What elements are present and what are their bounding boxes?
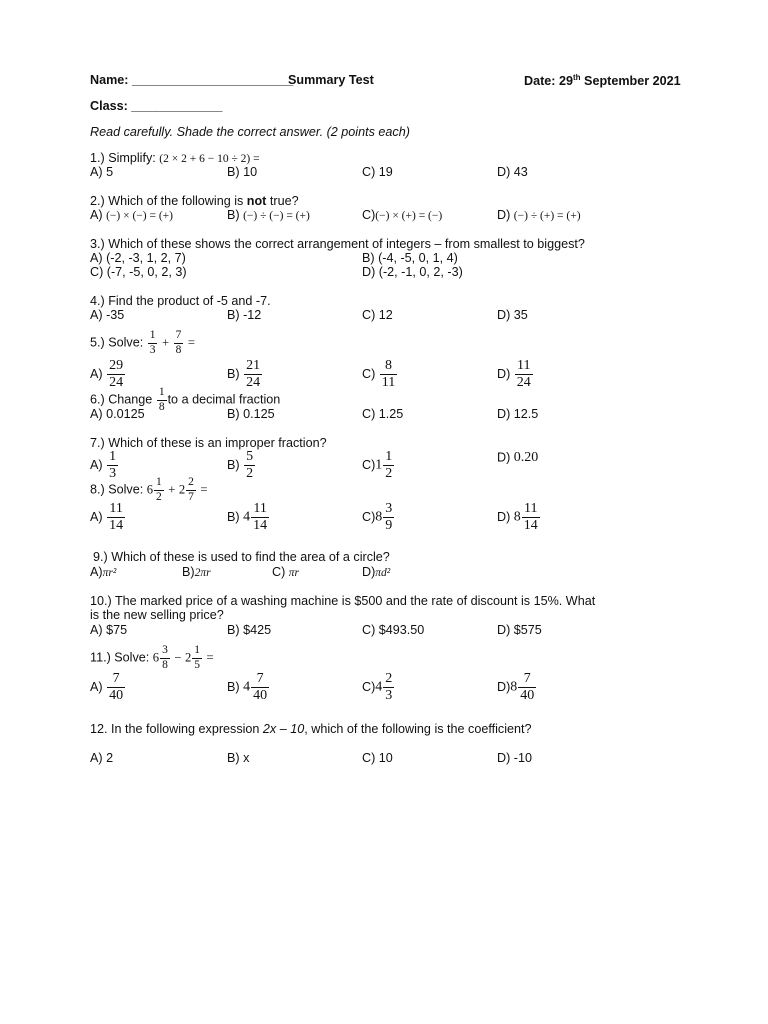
q9-option-d[interactable]: D)πd²	[362, 565, 391, 579]
question-11-stem: 11.) Solve: 6 $\frac{3}{8}$ − 2 $\frac{1}{5}$ =	[90, 644, 214, 671]
q10-option-b[interactable]: B) $425	[227, 623, 272, 637]
q1-option-a[interactable]: A) 5	[90, 165, 114, 179]
q9-option-a[interactable]: A)πr²	[90, 565, 117, 579]
question-3-stem: 3.) Which of these shows the correct arrangement of integers – from smallest to biggest?	[90, 237, 585, 251]
q2-option-c[interactable]: C)(−) × (+) = (−)	[362, 208, 443, 222]
question-1-stem: 1.) Simplify: (2 × 2 + 6 − 10 ÷ 2) =	[90, 151, 260, 165]
q2-option-d[interactable]: D) (−) ÷ (+) = (+)	[497, 208, 581, 222]
question-10-stem-line-1: 10.) The marked price of a washing machine is $500 and the rate of discount is 15%. What	[90, 594, 596, 608]
q5-option-b[interactable]: B) $\frac{21}{24}$	[227, 358, 261, 390]
q8-option-b[interactable]: B) 4 $\frac{11}{14}$	[227, 501, 268, 533]
class-field-label: Class: _____________	[90, 99, 223, 113]
q1-option-d[interactable]: D) 43	[497, 165, 528, 179]
question-9-stem: 9.) Which of these is used to find the area of a circle?	[93, 550, 390, 564]
q6-option-b[interactable]: B) 0.125	[227, 407, 275, 421]
q1-option-b[interactable]: B) 10	[227, 165, 258, 179]
question-6-stem: 6.) Change $\frac{1}{8}$ to a decimal fraction	[90, 386, 281, 413]
test-title: Summary Test	[288, 73, 374, 87]
q12-option-c[interactable]: C) 10	[362, 751, 393, 765]
q6-option-d[interactable]: D) 12.5	[497, 407, 539, 421]
name-field-label: Name: _______________________	[90, 73, 294, 87]
q4-option-d[interactable]: D) 35	[497, 308, 528, 322]
q7-option-c[interactable]: C)1 $\frac{1}{2}$	[362, 449, 393, 481]
q5-option-c[interactable]: C) $\frac{8}{11}$	[362, 358, 396, 390]
q2-option-a[interactable]: A) (−) × (−) = (+)	[90, 208, 173, 222]
q10-option-a[interactable]: A) $75	[90, 623, 128, 637]
question-7-stem: 7.) Which of these is an improper fraction?	[90, 436, 327, 450]
q3-option-d[interactable]: D) (-2, -1, 0, 2, -3)	[362, 265, 463, 279]
question-5-stem: 5.) Solve: $\frac{1}{3}$ + $\frac{7}{8}$ =	[90, 329, 195, 356]
fraction: $\frac{1}{3}$	[149, 329, 156, 356]
q11-option-c[interactable]: C)4 $\frac{2}{3}$	[362, 671, 393, 703]
q11-option-b[interactable]: B) 4 $\frac{7}{40}$	[227, 671, 268, 703]
q8-option-a[interactable]: A) $\frac{11}{14}$	[90, 501, 124, 533]
q3-option-a[interactable]: A) (-2, -3, 1, 2, 7)	[90, 251, 186, 265]
q5-option-a[interactable]: A) $\frac{29}{24}$	[90, 358, 124, 390]
fraction: $\frac{7}{8}$	[175, 329, 182, 356]
q3-option-c[interactable]: C) (-7, -5, 0, 2, 3)	[90, 265, 187, 279]
q4-option-a[interactable]: A) -35	[90, 308, 125, 322]
q8-option-d[interactable]: D) 8 $\frac{11}{14}$	[497, 501, 538, 533]
q3-option-b[interactable]: B) (-4, -5, 0, 1, 4)	[362, 251, 458, 265]
q10-option-c[interactable]: C) $493.50	[362, 623, 425, 637]
test-date: Date: 29th September 2021	[524, 73, 681, 89]
q4-option-b[interactable]: B) -12	[227, 308, 262, 322]
q11-option-d[interactable]: D)8 $\frac{7}{40}$	[497, 671, 535, 703]
question-2-stem: 2.) Which of the following is not true?	[90, 194, 299, 208]
q11-option-a[interactable]: A) $\frac{7}{40}$	[90, 671, 124, 703]
q4-option-c[interactable]: C) 12	[362, 308, 393, 322]
q6-option-c[interactable]: C) 1.25	[362, 407, 404, 421]
q7-option-a[interactable]: A) $\frac{1}{3}$	[90, 449, 117, 481]
q6-option-a[interactable]: A) 0.0125	[90, 407, 145, 421]
question-12-stem: 12. In the following expression 2x – 10, which of the following is the coefficient?	[90, 722, 532, 736]
q8-option-c[interactable]: C)8 $\frac{3}{9}$	[362, 501, 393, 533]
q9-option-c[interactable]: C) πr	[272, 565, 300, 579]
instructions: Read carefully. Shade the correct answer. (2 points each)	[90, 125, 410, 139]
q12-option-b[interactable]: B) x	[227, 751, 250, 765]
question-8-stem: 8.) Solve: 6 $\frac{1}{2}$ + 2 $\frac{2}{7}$ =	[90, 476, 208, 503]
question-10-stem-line-2: is the new selling price?	[90, 608, 224, 622]
q7-option-b[interactable]: B) $\frac{5}{2}$	[227, 449, 254, 481]
q2-option-b[interactable]: B) (−) ÷ (−) = (+)	[227, 208, 310, 222]
fraction: $\frac{1}{8}$	[158, 386, 165, 413]
question-4-stem: 4.) Find the product of -5 and -7.	[90, 294, 271, 308]
q9-option-b[interactable]: B)2πr	[182, 565, 211, 579]
q12-option-d[interactable]: D) -10	[497, 751, 532, 765]
q5-option-d[interactable]: D) $\frac{11}{24}$	[497, 358, 531, 390]
q12-option-a[interactable]: A) 2	[90, 751, 114, 765]
q10-option-d[interactable]: D) $575	[497, 623, 542, 637]
q1-option-c[interactable]: C) 19	[362, 165, 393, 179]
q7-option-d[interactable]: D) 0.20	[497, 450, 539, 465]
